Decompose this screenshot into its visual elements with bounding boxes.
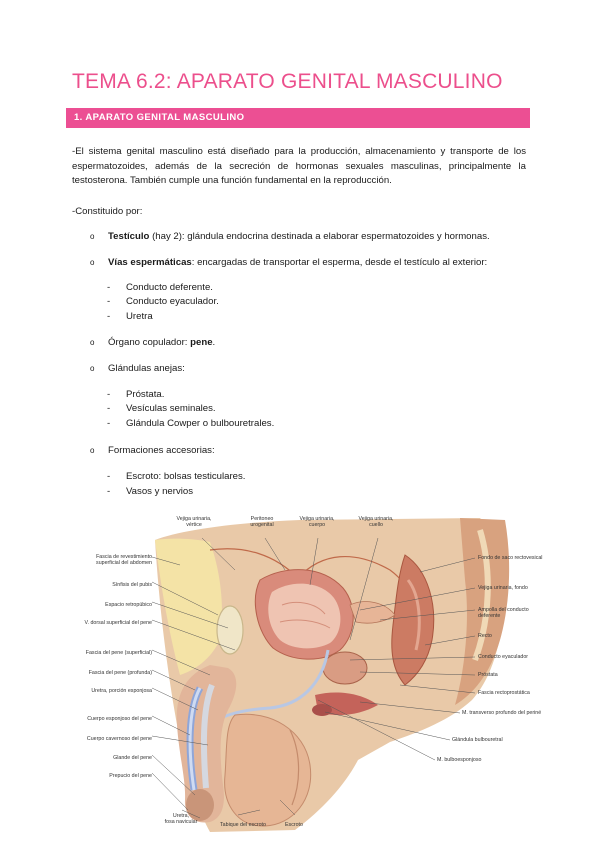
list-item-vias: o Vías espermáticas: encargadas de transportar el esperma, desde el testículo al exterior: [90, 257, 488, 268]
label-left: Fascia de revestimiento superficial del abdomen [96, 554, 152, 567]
list-item-organo: o Órgano copulador: pene. [90, 337, 216, 348]
label-right: Próstata [478, 672, 498, 678]
bullet-mark: o [90, 258, 95, 267]
label-left: Uretra, porción esponjosa [91, 688, 152, 694]
label-left: Sínfisis del pubis [112, 582, 152, 588]
label-left: Fascia del pene (superficial) [85, 650, 152, 656]
bullet-mark: o [90, 232, 95, 241]
intro-paragraph: -El sistema genital masculino está diseñado para la producción, almacenamiento y transporte de los espermatozoides, además de la secreción de hormonas sexuales masculinas, principalmente la testosterona. También cumple una función fundamental en la reproducción. [72, 146, 526, 186]
list-item-glandulas: o Glándulas anejas: [90, 363, 185, 374]
sub-item: - Uretra [107, 311, 153, 322]
bullet-mark: o [90, 364, 95, 373]
sub-item: - Conducto deferente. [107, 282, 213, 293]
label-left: Prepucio del pene [109, 773, 152, 779]
label-bladder-apex: Vejiga urinaria, vértice [176, 516, 212, 529]
label-left: Espacio retropúbico [105, 602, 152, 608]
sub-item: - Glándula Cowper o bulbouretrales. [107, 418, 275, 429]
bullet-mark: o [90, 446, 95, 455]
label-right: Vejiga urinaria, fondo [478, 585, 528, 591]
label-left: Cuerpo esponjoso del pene [87, 716, 152, 722]
label-right: Fascia rectoprostática [478, 690, 530, 696]
constituido-paragraph: -Constituido por: [72, 206, 143, 217]
section-heading: 1. APARATO GENITAL MASCULINO [66, 108, 530, 128]
label-left: Glande del pene [113, 755, 152, 761]
label-right: Recto [478, 633, 492, 639]
sub-item: - Escroto: bolsas testiculares. [107, 471, 246, 482]
label-bladder-body: Vejiga urinaria, cuerpo [299, 516, 335, 529]
label-bottom: Uretra, fosa navicular [164, 813, 198, 826]
term-vias: Vías espermáticas [108, 257, 192, 268]
bullet-mark: o [90, 338, 95, 347]
label-right: Glándula bulbouretral [452, 737, 503, 743]
label-bottom: Tabique del escroto [220, 822, 266, 828]
sub-item: - Próstata. [107, 389, 165, 400]
label-right: M. transverso profundo del periné [462, 710, 542, 716]
label-bottom: Escroto [285, 822, 303, 828]
label-bladder-neck: Vejiga urinaria, cuello [358, 516, 394, 529]
anatomy-figure [60, 510, 562, 840]
page-title: TEMA 6.2: APARATO GENITAL MASCULINO [72, 70, 503, 93]
label-left: V. dorsal superficial del pene [84, 620, 152, 626]
term-pene: pene [190, 337, 213, 348]
label-left: Fascia del pene (profunda) [88, 670, 152, 676]
label-peritoneum: Peritoneo urogenital [250, 516, 274, 529]
list-item-formaciones: o Formaciones accesorias: [90, 445, 215, 456]
sub-item: - Vasos y nervios [107, 486, 194, 497]
sub-item: - Conducto eyaculador. [107, 296, 219, 307]
label-right: Ampolla del conducto deferente [478, 607, 529, 620]
sub-item: - Vesículas seminales. [107, 403, 216, 414]
list-item-testiculo: o Testículo (hay 2): glándula endocrina destinada a elaborar espermatozoides y hormonas. [90, 231, 490, 242]
label-right: M. bulboesponjoso [437, 757, 482, 763]
term-testiculo: Testículo [108, 231, 150, 242]
label-right: Fondo de saco rectovesical [478, 555, 543, 561]
label-left: Cuerpo cavernoso del pene [86, 736, 152, 742]
label-right: Conducto eyaculador [478, 654, 529, 660]
